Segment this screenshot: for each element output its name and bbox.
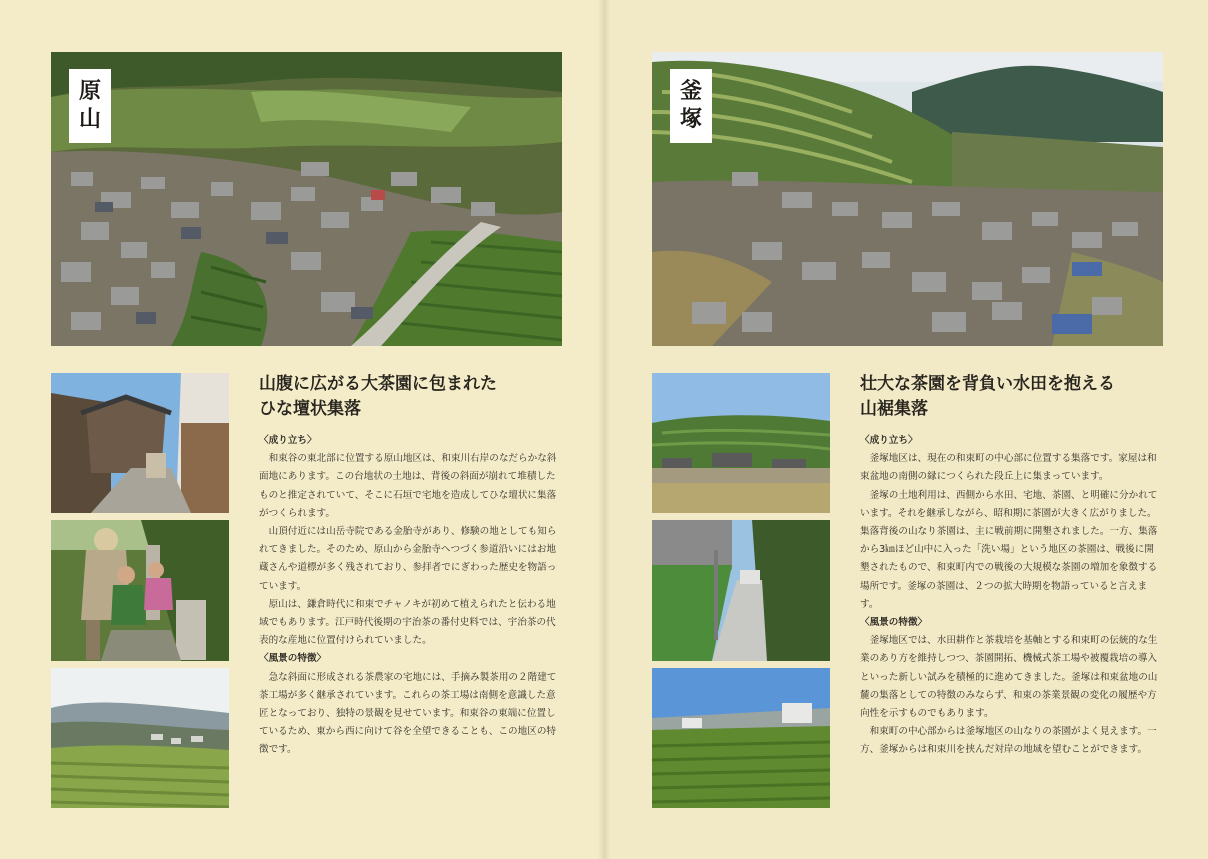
heading-line-2: 山裾集落 <box>860 399 928 419</box>
kamazuka-tea-field-photo <box>652 668 830 808</box>
kamazuka-body-text <box>860 432 1160 760</box>
harayama-aerial-photo <box>51 52 562 346</box>
section-title-origin: 〈成り立ち〉 <box>259 435 317 446</box>
badge-char-2: 塚 <box>679 107 702 132</box>
harayama-street-photo <box>51 373 229 513</box>
paragraph: 急な斜面に形成される茶農家の宅地には、手摘み製茶用の２階建て茶工場が多く継承されています。これらの茶工場は南側を意識した意匠となっており、独特の景観を見せています。和束谷の東端に位置しているため、東から西に向けて谷を全望できることも、この地区の特徴です。 <box>259 671 557 756</box>
kamazuka-title-badge <box>670 69 712 143</box>
paragraph: 山頂付近には山岳寺院である金胎寺があり、修験の地としても知られてきました。そのため、原山から金胎寺へつづく参道沿いにはお地蔵さんや道標が多く残されており、参拝者でにぎわった歴史を物語っています。 <box>259 526 557 592</box>
badge-char-1: 釜 <box>679 79 702 104</box>
harayama-body-text <box>259 432 559 760</box>
kamazuka-village-photo <box>652 373 830 513</box>
badge-char-1: 原 <box>78 79 101 104</box>
section-title-origin: 〈成り立ち〉 <box>860 435 918 446</box>
kamazuka-path-photo <box>652 520 830 661</box>
heading-line-1: 壮大な茶園を背負い水田を抱える <box>860 374 1115 394</box>
paragraph: 釜塚地区では、水田耕作と茶栽培を基軸とする和束町の伝統的な生業のあり方を維持しつつ、茶園開拓、機械式茶工場や被覆栽培の導入といった新しい試みを積極的に進めてきました。釜塚は和束盆地の山麓の集落としての特徴のみならず、和束の茶業景観の変化の履歴や方向性を示すものでもあります。 <box>860 635 1158 720</box>
harayama-valley-photo <box>51 668 229 808</box>
paragraph: 和束町の中心部からは釜塚地区の山なりの茶園がよく見えます。一方、釜塚からは和束川を挟んだ対岸の地域を望むことができます。 <box>860 726 1157 756</box>
section-title-landscape: 〈風景の特徴〉 <box>259 653 327 665</box>
heading-line-1: 山腹に広がる大茶園に包まれた <box>259 374 497 394</box>
paragraph: 釜塚地区は、現在の和束町の中心部に位置する集落です。家屋は和束盆地の南側の縁につくられた段丘上に集まっています。 <box>860 453 1157 483</box>
kamazuka-heading <box>860 372 1115 422</box>
paragraph: 原山は、鎌倉時代に和束でチャノキが初めて植えられたと伝わる地域でもあります。江戸時代後期の宇治茶の番付史料では、宇治茶の代表的な産地に位置付けられていました。 <box>259 598 556 647</box>
paragraph: 和束谷の東北部に位置する原山地区は、和束川右岸のなだらかな斜面地にあります。この台地状の土地は、背後の斜面が崩れて堆積したものと推定されていて、そこに石垣で宅地を造成してひな壇状に集落がつくられます。 <box>259 453 557 519</box>
section-title-landscape: 〈風景の特徴〉 <box>860 617 928 629</box>
heading-line-2: ひな壇状集落 <box>259 399 361 419</box>
kamazuka-aerial-photo <box>652 52 1163 346</box>
harayama-title-badge <box>69 69 111 143</box>
page-gutter <box>598 0 610 859</box>
badge-char-2: 山 <box>78 107 101 132</box>
harayama-jizo-photo <box>51 520 229 661</box>
harayama-heading <box>259 372 497 422</box>
paragraph: 釜塚の土地利用は、西側から水田、宅地、茶園、と明確に分かれています。それを継承しながら、昭和期に茶園が大きく広がりました。集落背後の山なり茶園は、主に戦前期に開墾されました。一方、集落から3㎞ほど山中に入った「洗い場」という地区の茶園は、戦後に開墾されたもので、和束町内での戦後の大規模な茶園の増加を象徴する場所です。釜塚の茶園は、２つの拡大時期を物語っていると言えます。 <box>860 489 1158 610</box>
